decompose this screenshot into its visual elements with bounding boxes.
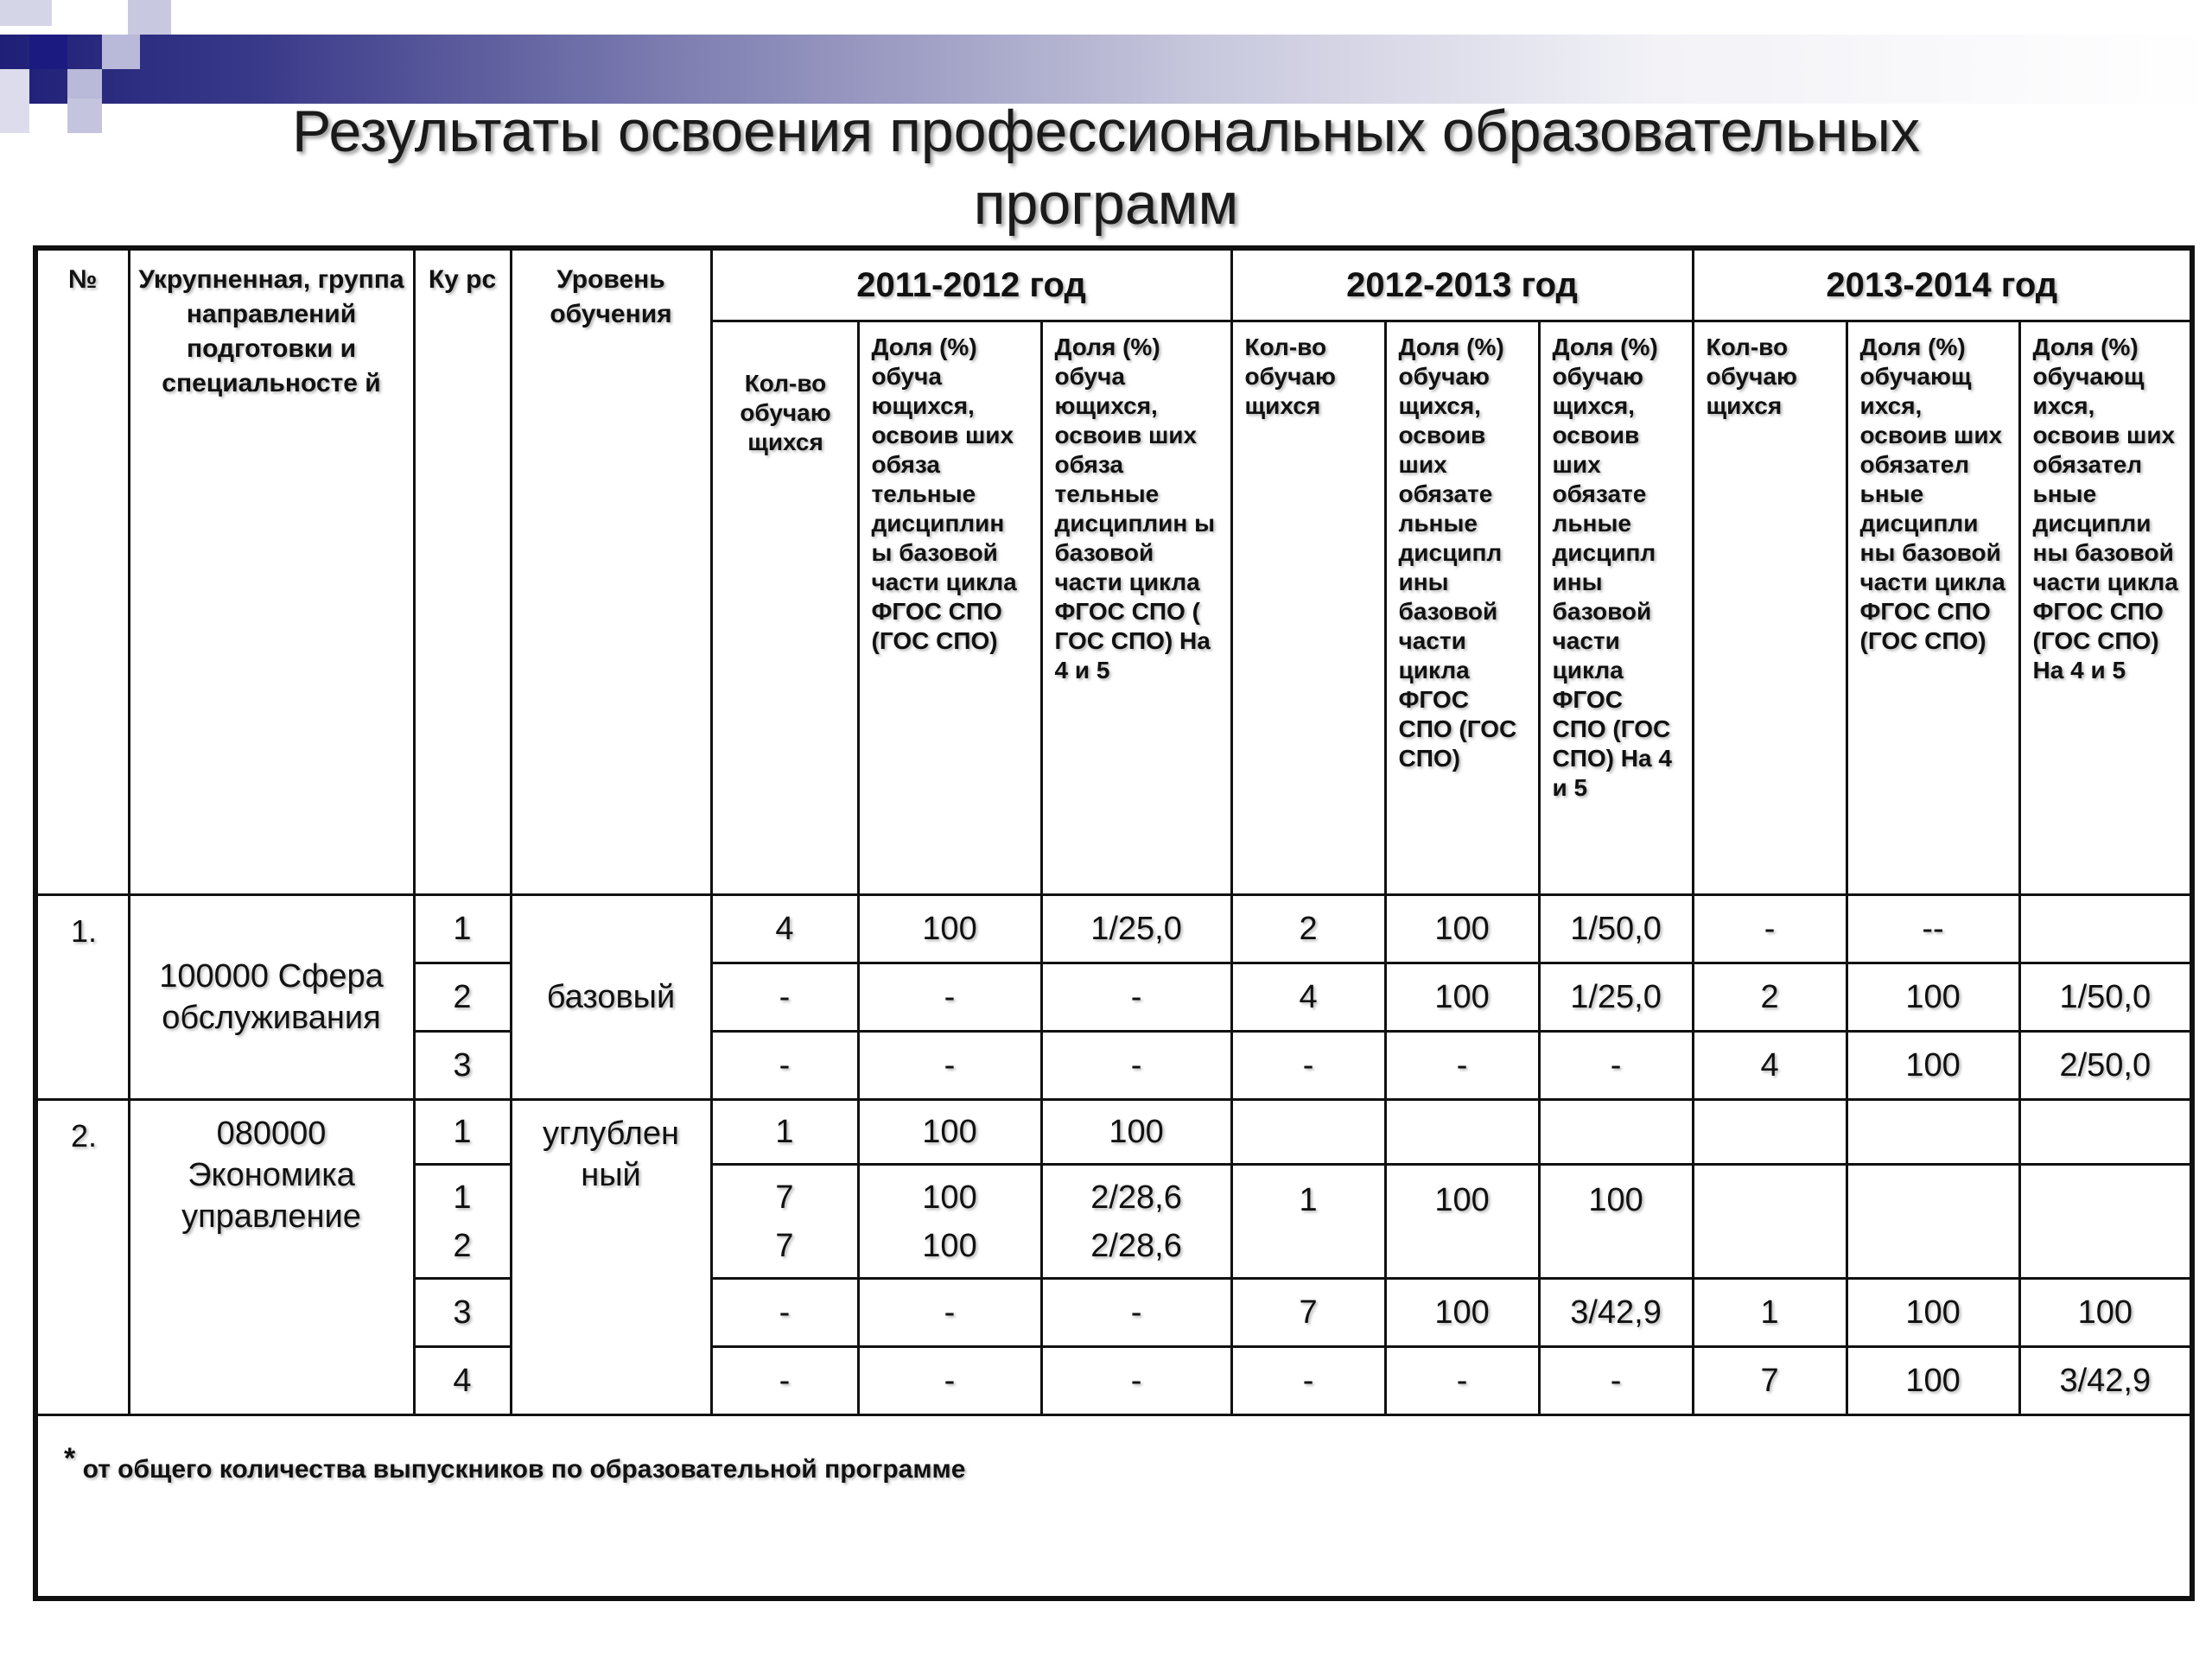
data-cell: 100 <box>1847 1032 2019 1100</box>
data-cell: 1 <box>1231 1165 1385 1279</box>
data-cell: 100 <box>1847 1279 2019 1347</box>
data-cell: 3/42,9 <box>2019 1347 2192 1415</box>
data-cell: - <box>1041 1279 1231 1347</box>
course-cell: 3 <box>414 1279 511 1347</box>
subheader-count: Кол-во обучаю щихся <box>711 321 858 895</box>
data-cell: 100 <box>1385 1279 1539 1347</box>
data-cell: 100 <box>2019 1279 2192 1347</box>
footnote-text: от общего количества выпускников по образовательной программе <box>82 1455 966 1484</box>
data-cell: - <box>858 1032 1041 1100</box>
data-cell: 1 <box>711 1100 858 1165</box>
header-year-2011: 2011-2012 год <box>711 248 1231 321</box>
data-cell: 100 <box>1385 963 1539 1032</box>
data-cell: 1/50,0 <box>1539 895 1693 963</box>
header-group: Укрупненная, группа направлений подготовки и специальносте й <box>129 248 414 895</box>
data-cell: 100 <box>1385 895 1539 963</box>
data-cell: 2/50,0 <box>2019 1032 2192 1100</box>
header-no: № <box>35 248 129 895</box>
data-cell: - <box>711 1347 858 1415</box>
header-year-2012: 2012-2013 год <box>1231 248 1693 321</box>
course-cell: 3 <box>414 1032 511 1100</box>
decor-square-light <box>67 69 102 99</box>
data-cell <box>858 1165 1041 1279</box>
data-cell <box>711 1165 858 1279</box>
subheader-share-4-5: Доля (%) обуча ющихся, освоив ших обяза тельные дисциплин ы базовой части цикла ФГОС СПО ( ГОС СПО) На 4 и 5 <box>1041 321 1231 895</box>
data-cell: - <box>711 1032 858 1100</box>
results-table <box>33 245 2195 1601</box>
data-cell: 2 <box>1231 895 1385 963</box>
data-cell: - <box>1041 1347 1231 1415</box>
data-cell <box>1693 1100 1847 1165</box>
cell-value: 2/28,6 <box>1090 1227 1182 1264</box>
data-cell <box>1693 1165 1847 1279</box>
table-row <box>35 895 2192 963</box>
data-cell: - <box>1539 1032 1693 1100</box>
course-cell <box>414 1165 511 1279</box>
data-cell: - <box>1041 1032 1231 1100</box>
slide-title <box>0 95 2212 240</box>
subheader-share: Доля (%) обучаю щихся, освоив ших обязате льные дисципл ины базовой части цикла ФГОС СПО (ГОС СПО) <box>1385 321 1539 895</box>
data-cell: 7 <box>1231 1279 1385 1347</box>
data-cell: - <box>1385 1347 1539 1415</box>
data-cell: - <box>858 1347 1041 1415</box>
subheader-count: Кол-во обучаю щихся <box>1693 321 1847 895</box>
data-cell <box>1231 1100 1385 1165</box>
data-cell: 100 <box>1539 1165 1693 1279</box>
header-year-2013: 2013-2014 год <box>1693 248 2192 321</box>
data-cell <box>1847 1165 2019 1279</box>
decor-square-light <box>128 0 171 35</box>
subheader-count: Кол-во обучаю щихся <box>1231 321 1385 895</box>
data-cell: - <box>1539 1347 1693 1415</box>
course-cell: 2 <box>414 963 511 1032</box>
data-cell <box>2019 1165 2192 1279</box>
data-cell: - <box>1231 1347 1385 1415</box>
data-cell: - <box>1693 895 1847 963</box>
data-cell: 4 <box>1231 963 1385 1032</box>
data-cell: - <box>711 963 858 1032</box>
data-cell: 7 <box>1693 1347 1847 1415</box>
data-cell: 1/50,0 <box>2019 963 2192 1032</box>
header-course: Ку рс <box>414 248 511 895</box>
decor-square-dark <box>29 35 67 69</box>
cell-value: 100 <box>922 1179 977 1216</box>
cell-value: 100 <box>922 1227 977 1264</box>
data-cell: 1 <box>1693 1279 1847 1347</box>
data-cell: 4 <box>711 895 858 963</box>
data-cell <box>2019 895 2192 963</box>
subheader-share: Доля (%) обучающ ихся, освоив ших обязател ьные дисципли ны базовой части цикла ФГОС СПО (ГОС СПО) <box>1847 321 2019 895</box>
data-cell <box>1847 1100 2019 1165</box>
data-cell: 1/25,0 <box>1041 895 1231 963</box>
data-cell: - <box>858 1279 1041 1347</box>
course-value: 2 <box>453 1227 472 1264</box>
decor-square-light <box>0 0 52 26</box>
level-cell: базовый <box>511 895 711 1100</box>
course-value: 1 <box>453 1179 472 1216</box>
data-cell <box>1041 1165 1231 1279</box>
course-cell: 1 <box>414 895 511 963</box>
data-cell: 2 <box>1693 963 1847 1032</box>
data-cell: - <box>1041 963 1231 1032</box>
data-cell <box>1385 1100 1539 1165</box>
data-cell: 100 <box>1041 1100 1231 1165</box>
cell-value: 2/28,6 <box>1090 1179 1182 1216</box>
subheader-share-4-5: Доля (%) обучающ ихся, освоив ших обязател ьные дисципли ны базовой части цикла ФГОС СПО (ГОС СПО) На 4 и 5 <box>2019 321 2192 895</box>
decor-square-light <box>102 35 140 69</box>
data-cell: 100 <box>1847 963 2019 1032</box>
header-gradient-bar <box>0 0 2212 104</box>
data-cell: - <box>1385 1032 1539 1100</box>
data-cell: - <box>858 963 1041 1032</box>
table-footnote <box>35 1415 2192 1599</box>
data-cell: - <box>711 1279 858 1347</box>
title-line-1: Результаты освоения профессиональных образовательных <box>292 99 1920 164</box>
data-cell <box>1539 1100 1693 1165</box>
row-number: 2. <box>35 1100 129 1415</box>
data-cell: 4 <box>1693 1032 1847 1100</box>
level-cell: углублен ный <box>511 1100 711 1415</box>
title-line-2: программ <box>973 171 1239 237</box>
data-cell: 100 <box>858 1100 1041 1165</box>
data-cell: 100 <box>858 895 1041 963</box>
group-name: 100000 Сфера обслуживания <box>129 895 414 1100</box>
footnote-mark: * <box>64 1442 76 1475</box>
data-cell: -- <box>1847 895 2019 963</box>
data-cell: - <box>1231 1032 1385 1100</box>
data-cell: 100 <box>1385 1165 1539 1279</box>
course-cell: 4 <box>414 1347 511 1415</box>
table-row <box>35 1100 2192 1165</box>
subheader-share-4-5: Доля (%) обучаю щихся, освоив ших обязате льные дисципл ины базовой части цикла ФГОС СПО (ГОС СПО) На 4 и 5 <box>1539 321 1693 895</box>
row-number: 1. <box>35 895 129 1100</box>
course-cell: 1 <box>414 1100 511 1165</box>
header-level: Уровень обучения <box>511 248 711 895</box>
cell-value: 7 <box>775 1227 794 1264</box>
subheader-share: Доля (%) обуча ющихся, освоив ших обяза тельные дисциплин ы базовой части цикла ФГОС СПО (ГОС СПО) <box>858 321 1041 895</box>
data-cell <box>2019 1100 2192 1165</box>
data-cell: 100 <box>1847 1347 2019 1415</box>
data-cell: 3/42,9 <box>1539 1279 1693 1347</box>
data-cell: 1/25,0 <box>1539 963 1693 1032</box>
group-name: 080000 Экономика управление <box>129 1100 414 1415</box>
cell-value: 7 <box>775 1179 794 1216</box>
